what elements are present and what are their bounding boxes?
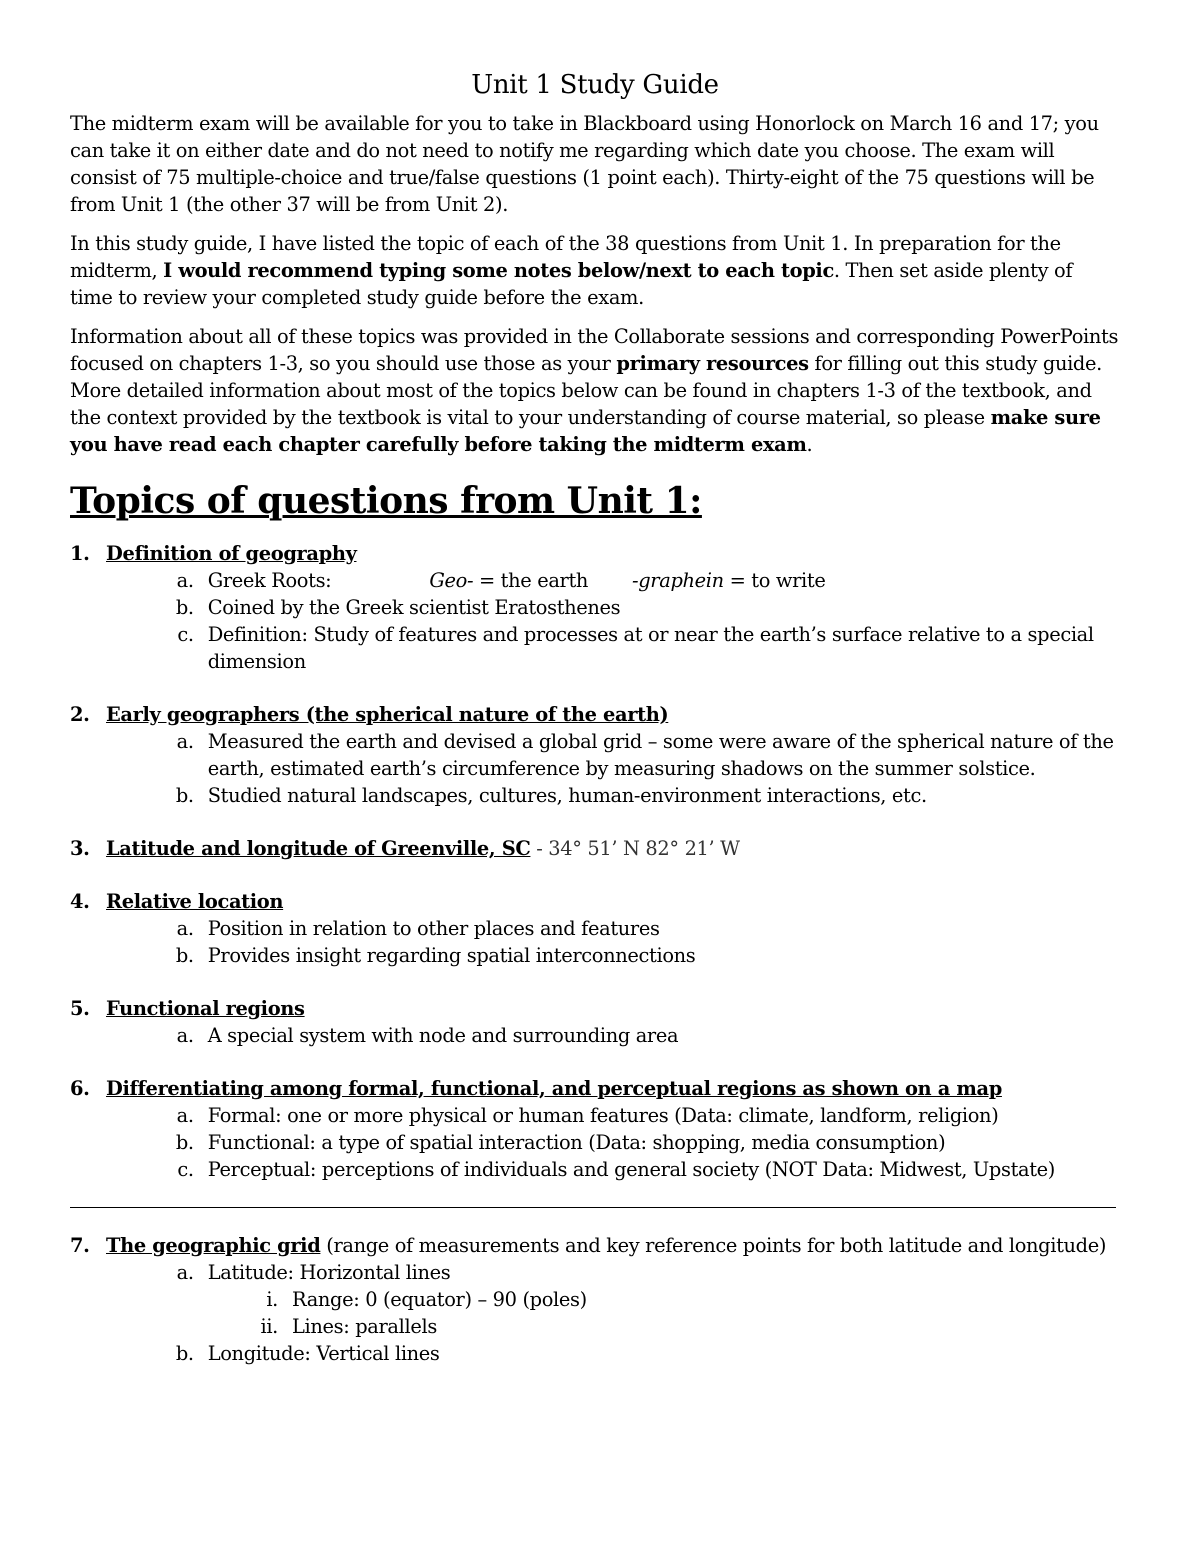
topics-heading xyxy=(70,480,1120,522)
topic-5 xyxy=(70,995,1120,1049)
para-text: . xyxy=(806,433,813,456)
list-marker: b. xyxy=(175,784,194,807)
item-label: Greek Roots: xyxy=(207,569,332,592)
list-marker: b. xyxy=(175,1342,194,1365)
topic-description: (range of measurements and key reference points for both latitude and longitude) xyxy=(320,1234,1107,1257)
topic-heading: Definition of geography xyxy=(106,542,357,565)
topic-number: 5. xyxy=(70,997,90,1020)
topic-6 xyxy=(70,1075,1120,1183)
item-text: Longitude: Vertical lines xyxy=(207,1342,440,1365)
para-text: Information about all of these topics was provided in the Collaborate sessions and corresponding PowerPoints focused on chapters 1-3, so you should use those as your xyxy=(70,325,1119,375)
intro-paragraph-exam-info xyxy=(70,110,1120,218)
list-marker: a. xyxy=(176,917,194,940)
item-text: = the earth xyxy=(473,569,589,592)
topic-number: 4. xyxy=(70,890,90,913)
intro-paragraph-resources xyxy=(70,323,1120,458)
topic-number: 7. xyxy=(70,1234,90,1257)
topic-2 xyxy=(70,701,1120,809)
list-marker: a. xyxy=(176,730,194,753)
list-item xyxy=(70,1156,1120,1183)
topic-number: 2. xyxy=(70,703,90,726)
list-marker: a. xyxy=(176,569,194,592)
item-text: Functional: a type of spatial interaction (Data: shopping, media consumption) xyxy=(207,1131,946,1154)
item-text: Formal: one or more physical or human features (Data: climate, landform, religion) xyxy=(207,1104,999,1127)
topic-number: 1. xyxy=(70,542,90,565)
topic-3 xyxy=(70,835,1120,862)
item-text: A special system with node and surrounding area xyxy=(207,1024,679,1047)
list-item xyxy=(70,594,1120,621)
item-text: Perceptual: perceptions of individuals and general society (NOT Data: Midwest, Upstate) xyxy=(207,1158,1056,1181)
intro-paragraph-study-guide xyxy=(70,230,1120,311)
list-marker: a. xyxy=(176,1261,194,1284)
list-item xyxy=(70,1340,1120,1367)
topic-heading: Latitude and longitude of Greenville, SC xyxy=(106,837,531,860)
item-text: Range: 0 (equator) – 90 (poles) xyxy=(292,1288,587,1311)
para-text: The midterm exam will be available for you to take in Blackboard using Honorlock on March 16 and 17; you can take it on either date and do not need to notify me regarding which date you choose. The exam will consist of 75 multiple-choice and true/false questions (1 point each). Thirty-eight of the 75 questions will be from Unit 1 (the other 37 will be from Unit 2). xyxy=(70,112,1099,216)
list-item xyxy=(70,1102,1120,1129)
topic-heading: Functional regions xyxy=(106,997,305,1020)
list-subitem xyxy=(70,1313,1120,1340)
item-text: Measured the earth and devised a global grid – some were aware of the spherical nature of the earth, estimated earth’s circumference by measuring shadows on the summer solstice. xyxy=(207,730,1114,780)
topics-heading-text: Topics of questions from Unit 1: xyxy=(70,480,702,522)
para-text: . Then set aside plenty of time to review your completed study guide before the exam. xyxy=(70,259,1073,309)
horizontal-divider xyxy=(70,1207,1116,1208)
list-marker: b. xyxy=(175,596,194,619)
item-text: Coined by the Greek scientist Eratosthenes xyxy=(207,596,621,619)
item-italic: Geo- xyxy=(429,569,474,592)
item-text: Latitude: Horizontal lines xyxy=(207,1261,451,1284)
topic-number: 3. xyxy=(70,837,90,860)
topic-4 xyxy=(70,888,1120,969)
list-item xyxy=(70,1259,1120,1286)
list-marker: c. xyxy=(177,623,194,646)
topic-heading: Differentiating among formal, functional, and perceptual regions as shown on a map xyxy=(106,1077,1002,1100)
topic-heading: Relative location xyxy=(106,890,284,913)
list-marker: c. xyxy=(177,1158,194,1181)
para-bold-text: primary resources xyxy=(616,352,809,375)
item-text: Studied natural landscapes, cultures, human-environment interactions, etc. xyxy=(207,784,927,807)
item-italic: -graphein xyxy=(632,569,724,592)
para-text: for filling out this study guide. More detailed information about most of the topics below can be found in chapters 1-3 of the textbook, and the context provided by the textbook is vital to your understanding of course material, so please xyxy=(70,352,1102,429)
topic-heading: The geographic grid xyxy=(106,1234,321,1257)
para-text: In this study guide, I have listed the topic of each of the 38 questions from Unit 1. In preparation for the midterm, xyxy=(70,232,1061,282)
list-marker: a. xyxy=(176,1104,194,1127)
item-text: Lines: parallels xyxy=(292,1315,437,1338)
list-item xyxy=(70,782,1120,809)
list-marker: ii. xyxy=(260,1315,278,1338)
para-bold-text: I would recommend typing some notes below/next to each topic xyxy=(163,259,834,282)
list-item xyxy=(70,1022,1120,1049)
item-text: Definition: Study of features and processes at or near the earth’s surface relative to a special dimension xyxy=(207,623,1094,673)
list-marker: b. xyxy=(175,944,194,967)
heading-underline-tail xyxy=(702,480,732,522)
list-item xyxy=(70,621,1120,675)
list-marker: b. xyxy=(175,1131,194,1154)
topic-7 xyxy=(70,1232,1120,1367)
topic-number: 6. xyxy=(70,1077,90,1100)
topic-coordinates: - 34° 51’ N 82° 21’ W xyxy=(530,837,740,860)
list-item xyxy=(70,942,1120,969)
item-text: Provides insight regarding spatial interconnections xyxy=(207,944,696,967)
list-item xyxy=(70,728,1120,782)
list-subitem xyxy=(70,1286,1120,1313)
para-bold-text: make sure you have read each chapter carefully before taking the midterm exam xyxy=(70,406,1101,456)
list-item xyxy=(70,915,1120,942)
topic-heading: Early geographers (the spherical nature of the earth) xyxy=(106,703,669,726)
list-marker: a. xyxy=(176,1024,194,1047)
item-text: Position in relation to other places and features xyxy=(207,917,660,940)
document-title: Unit 1 Study Guide xyxy=(471,70,719,100)
topic-1 xyxy=(70,540,1120,675)
list-marker: i. xyxy=(266,1288,278,1311)
list-item xyxy=(70,1129,1120,1156)
list-item xyxy=(70,567,1120,594)
item-text: = to write xyxy=(723,569,826,592)
document-page xyxy=(70,70,1120,1367)
